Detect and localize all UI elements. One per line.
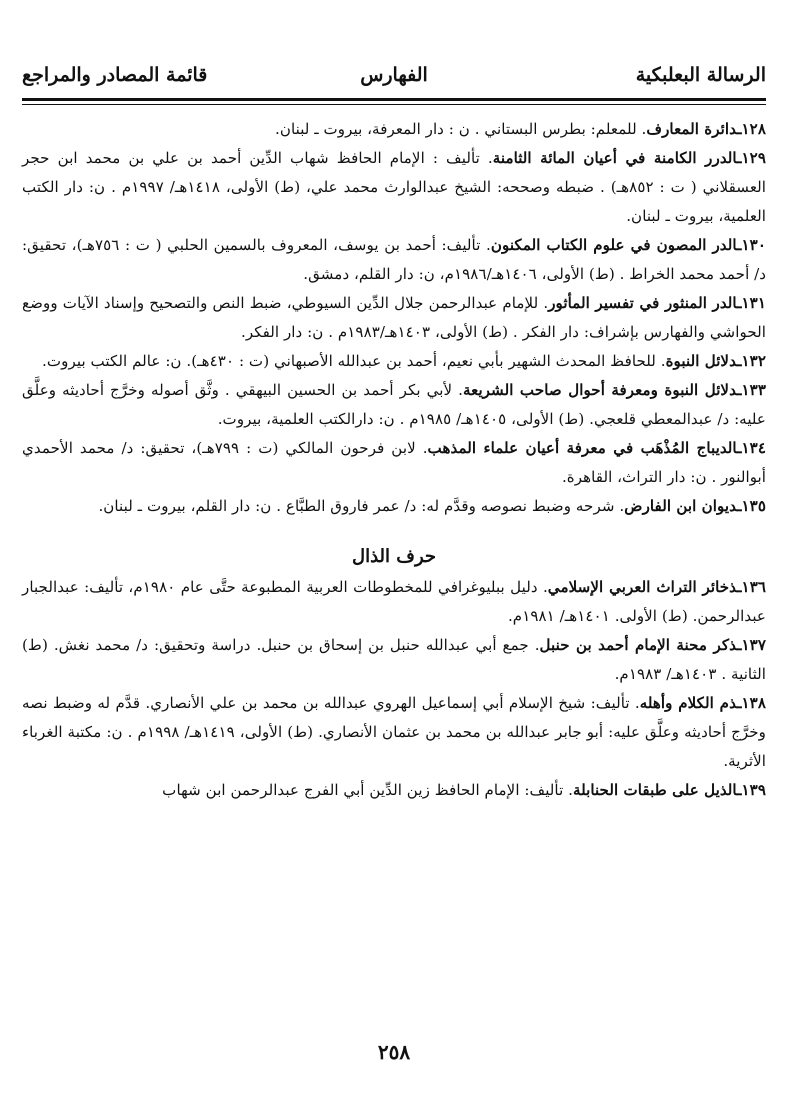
- bibliography-entry: [22, 689, 766, 776]
- entry-number: ١٣٧ـ: [737, 636, 766, 654]
- header-rule-thin: [22, 104, 766, 105]
- entry-number: ١٣٦ـ: [737, 578, 767, 596]
- bibliography-entry: [22, 376, 766, 434]
- entry-text: . تأليف: أحمد بن يوسف، المعروف بالسمين الحلبي ( ت : ٧٥٦هـ)، تحقيق: د/ أحمد محمد الخراط . (ط) الأولى، ١٤٠٦هـ/١٩٨٦م، ن: دار القلم، دمشق.: [22, 236, 766, 283]
- entry-title: الذيل على طبقات الحنابلة: [572, 781, 738, 799]
- entry-title: الدر المنثور في تفسير المأثور: [548, 294, 738, 312]
- bibliography-entry: [22, 492, 766, 521]
- entry-text: . لابن فرحون المالكي (ت : ٧٩٩هـ)، تحقيق: د/ محمد الأحمدي أبوالنور . ن: دار التراث، القاهرة.: [22, 439, 766, 486]
- entry-text: . للإمام عبدالرحمن جلال الدِّين السيوطي، ضبط النص والتصحيح وإسناد الآيات ووضع الحواشي والفهارس بإشراف: دار الفكر . (ط) الأولى، ١٤٠٣هـ/١٩٨٣م . ن: دار الفكر.: [22, 294, 766, 341]
- entry-text: . جمع أبي عبدالله حنبل بن إسحاق بن حنبل. دراسة وتحقيق: د/ محمد نغش. (ط) الثانية . ١٤٠٣هـ/ ١٩٨٣م.: [22, 636, 766, 683]
- bibliography-entry: [22, 434, 766, 492]
- entry-title: الديباج المُذْهَب في معرفة أعيان علماء المذهب: [427, 439, 738, 457]
- entry-title: دلائل النبوة: [665, 352, 738, 370]
- entry-number: ١٣٣ـ: [737, 381, 766, 399]
- header-rule-thick: [22, 98, 766, 101]
- entry-text: . تأليف: شيخ الإسلام أبي إسماعيل الهروي عبدالله بن محمد بن علي الأنصاري. قدَّم له وضبط نصه وخرَّج أحاديثه وعلَّق عليه: أبو جابر عبدالله بن محمد بن عثمان الأنصاري. (ط) الأولى، ١٤١٩هـ/ ١٩٩٨م . ن: مكتبة الغرباء الأثرية.: [22, 694, 767, 770]
- entry-number: ١٢٨ـ: [737, 120, 766, 138]
- entry-text: . تأليف : الإمام الحافظ شهاب الدِّين أحمد بن علي بن محمد ابن حجر العسقلاني ( ت : ٨٥٢هـ) . ضبطه وصححه: الشيخ عبدالوارث محمد علي، (ط) الأولى، ١٤١٨هـ/ ١٩٩٧م . ن: دار الكتب العلمية، بيروت ـ لبنان.: [22, 149, 767, 225]
- entry-text: . دليل ببليوغرافي للمخطوطات العربية المطبوعة حتَّى عام ١٩٨٠م، تأليف: عبدالجبار عبدالرحمن. (ط) الأولى. ١٤٠١هـ/ ١٩٨١م.: [22, 578, 766, 625]
- entry-number: ١٢٩ـ: [737, 149, 766, 167]
- entry-number: ١٣٤ـ: [737, 439, 766, 457]
- entry-title: الدرر الكامنة في أعيان المائة الثامنة: [492, 149, 738, 167]
- header-chapter-title: قائمة المصادر والمراجع: [22, 64, 208, 86]
- entry-text: . للحافظ المحدث الشهير بأبي نعيم، أحمد بن عبدالله الأصبهاني (ت : ٤٣٠هـ). ن: عالم الكتب بيروت.: [42, 352, 666, 370]
- header-section-title: الفهارس: [360, 64, 428, 86]
- entry-title: ذخائر التراث العربي الإسلامي: [547, 578, 738, 596]
- bibliography-entry: [22, 347, 766, 376]
- entry-title: دلائل النبوة ومعرفة أحوال صاحب الشريعة: [462, 381, 738, 399]
- entry-number: ١٣١ـ: [737, 294, 766, 312]
- bibliography-entry: [22, 289, 766, 347]
- bibliography-entry: [22, 115, 766, 144]
- entry-number: ١٣٠ـ: [737, 236, 766, 254]
- entry-title: ذكر محنة الإمام أحمد بن حنبل: [539, 636, 738, 654]
- page-number: ٢٥٨: [377, 1040, 411, 1064]
- entry-title: ذم الكلام وأهله: [639, 694, 738, 712]
- bibliography-entry: [22, 231, 766, 289]
- header-book-title: الرسالة البعلبكية: [635, 64, 766, 86]
- running-header: [22, 56, 766, 94]
- entry-text: . لأبي بكر أحمد بن الحسين البيهقي . وثَّق أصوله وخرَّج أحاديثه وعلَّق عليه: د/ عبدالمعطي قلعجي. (ط) الأولى، ١٤٠٥هـ/ ١٩٨٥م . ن: دارالكتب العلمية، بيروت.: [22, 381, 766, 428]
- entry-title: ديوان ابن الفارض: [624, 497, 738, 515]
- entry-number: ١٣٨ـ: [737, 694, 766, 712]
- entry-number: ١٣٢ـ: [737, 352, 766, 370]
- entry-text: . للمعلم: بطرس البستاني . ن : دار المعرفة، بيروت ـ لبنان.: [275, 120, 647, 138]
- bibliography-entry: [22, 573, 766, 631]
- bibliography-entry: [22, 776, 766, 805]
- entry-title: الدر المصون في علوم الكتاب المكنون: [490, 236, 738, 254]
- bibliography-entry: [22, 144, 766, 231]
- entry-number: ١٣٥ـ: [737, 497, 766, 515]
- section-heading: حرف الذال: [352, 546, 436, 567]
- entry-text: . شرحه وضبط نصوصه وقدَّم له: د/ عمر فاروق الطبَّاع . ن: دار القلم، بيروت ـ لبنان.: [98, 497, 625, 515]
- bibliography-entry: [22, 631, 766, 689]
- entry-number: ١٣٩ـ: [737, 781, 766, 799]
- bibliography-body: [22, 115, 766, 805]
- entry-text: . تأليف: الإمام الحافظ زين الدِّين أبي الفرج عبدالرحمن ابن شهاب: [162, 781, 573, 799]
- entry-title: دائرة المعارف: [646, 120, 738, 138]
